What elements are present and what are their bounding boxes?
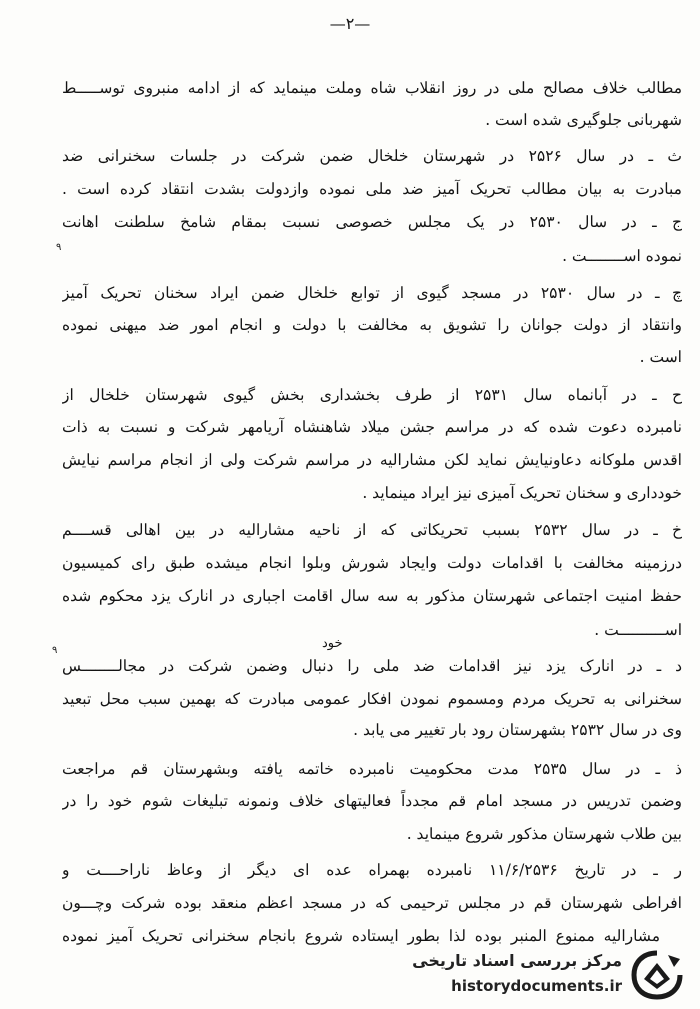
text-line: حفظ امنیت اجتماعی شهرستان مذکور به سه سال اقامت اجباری در انارک یزد محکوم شده [62,587,682,605]
text-line: افراطی شهرستان قم در مجلس ترحیمی که در مسجد اعظم منعقد بوده شرکت وچـــون [62,894,682,912]
text-line: خودداری و سخنان تحریک آمیزی نیز ایراد مینماید . [362,484,682,502]
text-line: وی در سال ۲۵۳۲ بشهرستان رود بار تغییر می یابد . [353,721,682,739]
text-line: ر ـ در تاریخ ۱۱/۶/۲۵۳۶ نامبرده بهمراه عده ای دیگر از وعاظ ناراحــــت و [62,861,682,879]
text-line: است . [639,348,682,366]
watermark-title: مرکز بررسی اسناد تاریخی [412,951,622,970]
text-line: نموده اســــــــت . [562,247,682,265]
text-line: شهربانی جلوگیری شده است . [485,111,682,129]
text-line: ح ـ در آبانماه سال ۲۵۳۱ از طرف بخشداری بخش گیوی شهرستان خلخال از [62,386,682,404]
text-line: سخنرانی به تحریک مردم ومسموم نمودن افکار عمومی مبادرت که بهمین سبب محل تبعید [62,690,682,708]
text-line: اســــــــــت . [594,621,682,639]
text-line: ذ ـ در سال ۲۵۳۵ مدت محکومیت نامبرده خاتمه یافته وبشهرستان قم مراجعت [62,760,682,778]
text-line: مطالب خلاف مصالح ملی در روز انقلاب شاه وملت مینماید که از ادامه منبروی توســـــط [62,79,682,97]
interlinear-note: خود [322,636,343,651]
text-line: خ ـ در سال ۲۵۳۲ بسبب تحریکاتی که از ناحیه مشارالیه در بین اهالی قســــم [62,521,682,539]
text-line: وانتقاد از دولت جوانان را تشویق به مخالفت با دولت و انجام امور ضد میهنی نموده [62,316,682,334]
text-line: چ ـ در سال ۲۵۳۰ در مسجد گیوی از توابع خلخال ضمن ایراد سخنان تحریک آمیز [62,284,682,302]
text-line: مشارالیه ممنوع المنبر بوده لذا بطور ایستاده شروع بانجام سخنرانی تحریک آمیز نموده [62,927,660,945]
text-line: ج ـ در سال ۲۵۳۰ در یک مجلس خصوصی نسبت بمقام شامخ سلطنت اهانت [62,213,682,231]
text-line: نامبرده دعوت شده که در مراسم جشن میلاد شاهنشاه آریامهر شرکت و نسبت به ذات [62,418,682,436]
text-line: درزمینه مخالفت با اقدامات دولت وایجاد شورش وبلوا انجام میشده طبق رای کمیسیون [62,554,682,572]
history-documents-logo-icon [630,949,684,1001]
watermark [390,947,690,1003]
text-line: د ـ در انارک یزد نیز اقدامات ضد ملی را دنبال وضمن شرکت در مجالــــــــس [62,657,682,675]
text-line: ث ـ در سال ۲۵۲۶ در شهرستان خلخال ضمن شرکت در جلسات سخنرانی ضد [62,147,682,165]
margin-mark: ۹ [56,242,62,253]
text-line: اقدس ملوکانه دعاونیایش نماید لکن مشارالیه در مراسم شرکت ولی از انجام مراسم نیایش [62,451,682,469]
margin-mark: ۹ [52,645,58,656]
text-line: مبادرت به بیان مطالب تحریک آمیز ضد ملی نموده وازدولت بشدت انتقاد کرده است . [62,180,682,198]
text-line: بین طلاب شهرستان مذکور شروع مینماید . [406,825,682,843]
page-number: —۲— [329,14,371,33]
watermark-url: historydocuments.ir [451,977,622,995]
text-line: وضمن تدریس در مسجد امام قم مجدداً فعالیتهای خلاف ونمونه تبلیغات شوم خود را در [62,792,682,810]
